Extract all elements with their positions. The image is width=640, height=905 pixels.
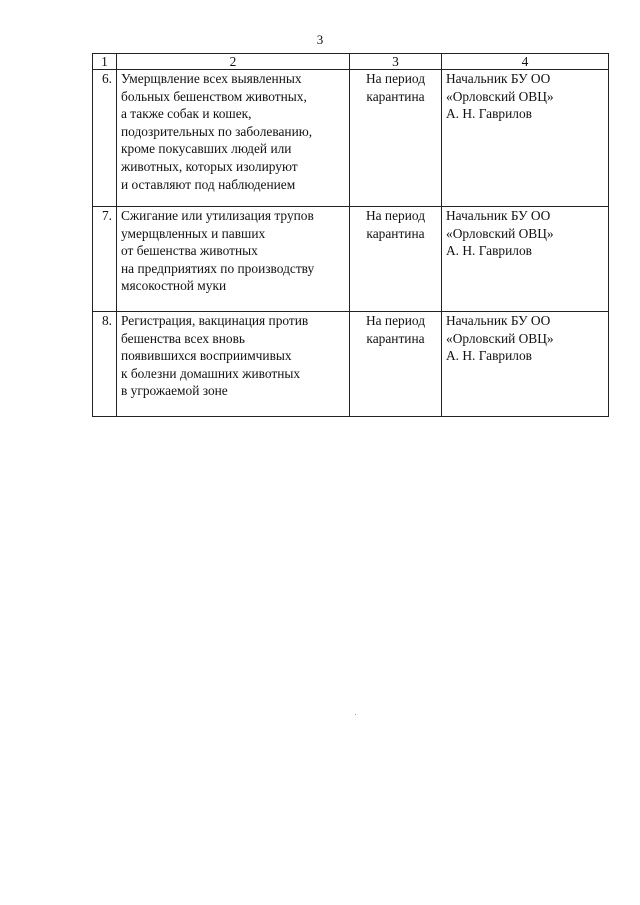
description-line: и оставляют под наблюдением — [121, 176, 296, 192]
row-number: 6. — [93, 70, 117, 207]
description-line: умерщвленных и павших — [121, 225, 266, 241]
description-line: кроме покусавших людей или — [121, 141, 292, 157]
description-line: на предприятиях по производству — [121, 260, 315, 276]
period-line: На период — [365, 313, 426, 328]
description-line: Регистрация, вакцинация против — [121, 313, 309, 328]
responsible-line: Начальник БУ ОО — [446, 71, 551, 86]
table-row — [93, 70, 609, 207]
period-line: карантина — [366, 330, 425, 346]
description-line: Умерщвление всех выявленных — [121, 71, 302, 86]
responsible-person — [442, 207, 609, 312]
responsible-person — [442, 70, 609, 207]
table-row — [93, 207, 609, 312]
responsible-line: «Орловский ОВЦ» — [446, 330, 554, 346]
column-header-2: 2 — [117, 54, 350, 70]
measure-description — [117, 312, 350, 417]
period-line: На период — [365, 208, 426, 223]
measures-table — [92, 53, 609, 417]
column-header-3: 3 — [350, 54, 442, 70]
description-line: подозрительных по заболеванию, — [121, 123, 313, 139]
responsible-line: А. Н. Гаврилов — [446, 243, 532, 259]
responsible-person — [442, 312, 609, 417]
description-line: появившихся восприимчивых — [121, 348, 292, 364]
responsible-line: А. Н. Гаврилов — [446, 348, 532, 364]
column-header-1: 1 — [93, 54, 117, 70]
description-line: больных бешенством животных, — [121, 88, 307, 104]
measure-period — [350, 70, 442, 207]
description-line: мясокостной муки — [121, 278, 227, 294]
responsible-line: «Орловский ОВЦ» — [446, 88, 554, 104]
measure-period — [350, 312, 442, 417]
table-row — [93, 312, 609, 417]
responsible-line: «Орловский ОВЦ» — [446, 225, 554, 241]
description-line: а также собак и кошек, — [121, 106, 252, 122]
period-line: карантина — [366, 225, 425, 241]
description-line: в угрожаемой зоне — [121, 383, 228, 399]
measure-period — [350, 207, 442, 312]
responsible-line: А. Н. Гаврилов — [446, 106, 532, 122]
row-number: 7. — [93, 207, 117, 312]
page-number: 3 — [316, 32, 324, 47]
measure-description — [117, 70, 350, 207]
column-header-4: 4 — [442, 54, 609, 70]
scan-speck — [355, 714, 356, 715]
description-line: к болезни домашних животных — [121, 365, 301, 381]
responsible-line: Начальник БУ ОО — [446, 208, 551, 223]
measure-description — [117, 207, 350, 312]
description-line: от бешенства животных — [121, 243, 258, 259]
description-line: животных, которых изолируют — [121, 158, 298, 174]
period-line: карантина — [366, 88, 425, 104]
responsible-line: Начальник БУ ОО — [446, 313, 551, 328]
description-line: бешенства всех вновь — [121, 330, 246, 346]
table-header-row — [93, 54, 609, 70]
row-number: 8. — [93, 312, 117, 417]
period-line: На период — [365, 71, 426, 86]
description-line: Сжигание или утилизация трупов — [121, 208, 314, 223]
